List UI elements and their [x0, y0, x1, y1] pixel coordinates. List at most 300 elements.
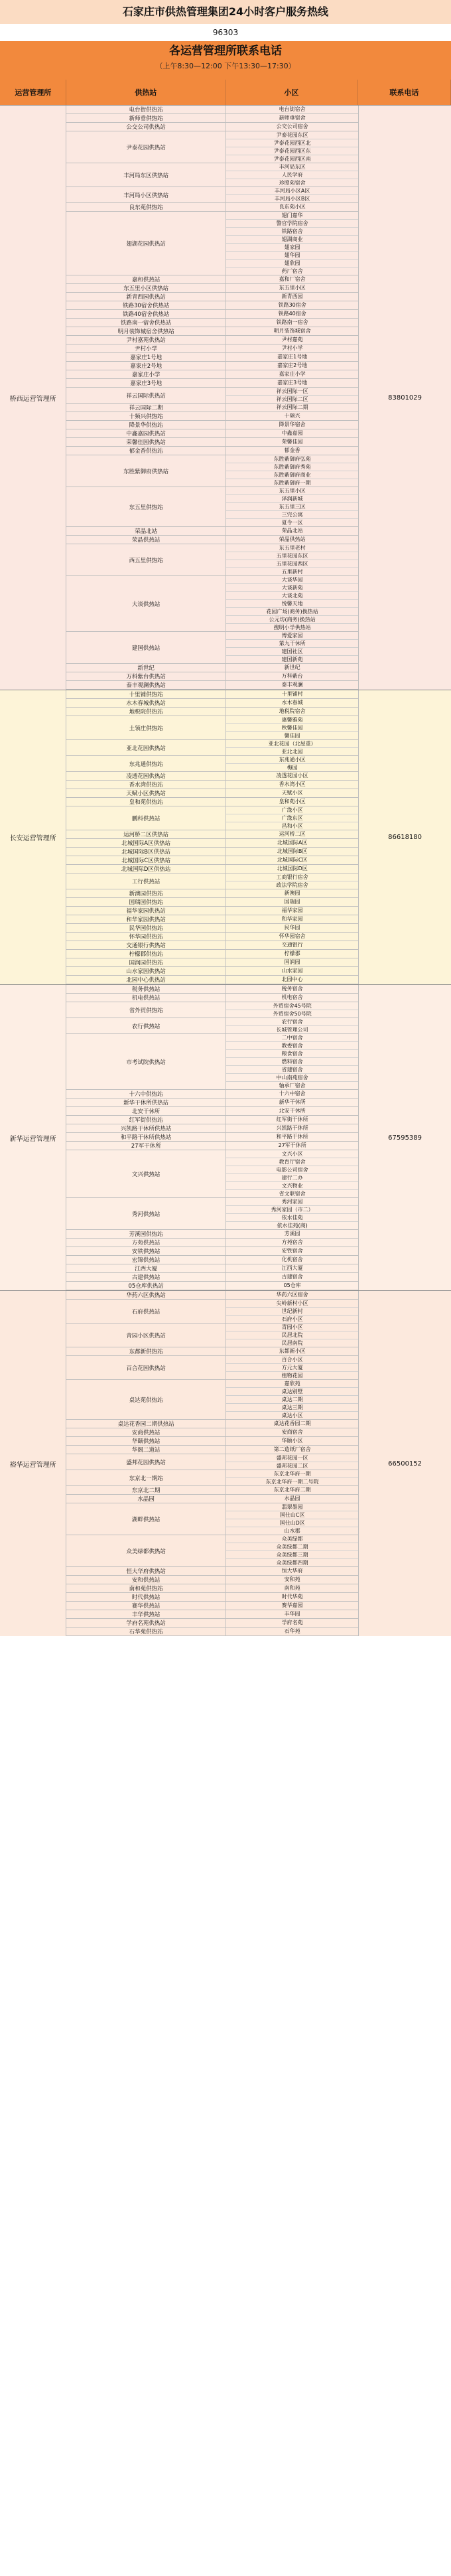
station-name: 土领庄供热站 — [66, 716, 226, 739]
station-name: 学府名苑供热站 — [66, 1619, 226, 1627]
station-name: 铁路30宿舍供热站 — [66, 301, 226, 309]
community-name: 柠檬郡 — [284, 950, 300, 956]
station-row — [66, 1256, 358, 1264]
community-name: 国仕山C区 — [226, 1511, 358, 1519]
community-name: 赛华嘉园 — [281, 1602, 303, 1608]
community-list — [226, 1090, 358, 1098]
community-list — [226, 319, 358, 327]
station-name: 降景华供热站 — [66, 421, 226, 429]
community-name: 机电宿舍 — [281, 994, 303, 1000]
community-name: 香水湾小区 — [279, 781, 306, 787]
community-name: 凌透花园小区 — [276, 773, 308, 779]
station-row — [66, 163, 358, 187]
station-name: 良东苑供热站 — [66, 203, 226, 211]
community-name: 丰河局小区B区 — [274, 196, 310, 202]
station-row — [66, 1446, 358, 1454]
community-name: 五里花园东区 — [226, 552, 358, 560]
community-list — [226, 898, 358, 906]
station-name: 机电供热站 — [66, 994, 226, 1002]
community-name: 桌达花香园二期 — [273, 1420, 311, 1426]
station-name: 湖畔供热站 — [66, 1503, 226, 1535]
community-name: 外贸宿舍50号院 — [273, 1011, 312, 1017]
station-row — [66, 275, 358, 284]
community-name: 时代华苑 — [281, 1594, 303, 1600]
community-name: 桌达二期 — [226, 1396, 358, 1404]
community-list — [226, 1610, 358, 1618]
station-row — [66, 950, 358, 958]
station-row — [66, 1247, 358, 1256]
community-list — [226, 421, 358, 429]
station-name: 石华苑供热站 — [66, 1628, 226, 1635]
community-list — [226, 672, 358, 680]
station-row — [66, 284, 358, 293]
community-name: 兴凯路干休所 — [276, 1125, 308, 1131]
community-list — [226, 1107, 358, 1115]
community-list — [226, 839, 358, 847]
community-list — [226, 293, 358, 301]
station-row — [66, 1034, 358, 1090]
station-row — [66, 907, 358, 915]
station-name: 荣馨佳园供热站 — [66, 438, 226, 446]
office-section — [0, 1290, 451, 1636]
community-name: 电台街宿舍 — [279, 106, 306, 112]
station-name: 明月装饰城宿舍供热站 — [66, 327, 226, 335]
community-name: 盛邦花园二区 — [276, 1463, 308, 1469]
community-name: 丰河局小区A区 — [226, 187, 358, 195]
station-name: 北城国际C区供热站 — [66, 856, 226, 864]
community-name: 东胜紫御府秀苑 — [226, 463, 358, 471]
station-row — [66, 1495, 358, 1503]
community-list — [226, 388, 358, 403]
community-name: 省建宿舍 — [226, 1066, 358, 1074]
station-row — [66, 404, 358, 412]
community-name: 山水家园 — [281, 968, 303, 974]
community-name: 嘉家庄1号地 — [277, 354, 308, 360]
community-name: 翅门嘉华 — [226, 212, 358, 220]
community-list — [226, 1034, 358, 1089]
station-name: 丰河局小区供热站 — [66, 187, 226, 202]
community-name: 尹村嘉苑 — [281, 337, 303, 342]
community-list — [226, 933, 358, 941]
community-name: 农行宿舍 — [226, 1018, 358, 1026]
community-list — [226, 527, 358, 535]
community-name: 运河桥二区 — [279, 831, 306, 837]
station-row — [66, 370, 358, 379]
community-list — [226, 781, 358, 789]
community-list — [226, 1380, 358, 1419]
community-name: 荣晶北站 — [281, 528, 303, 534]
station-name: 华药六区供热站 — [66, 1291, 226, 1299]
community-list — [226, 336, 358, 344]
station-row — [66, 716, 358, 740]
community-name: 植物花园 — [281, 1373, 303, 1379]
community-list — [226, 690, 358, 698]
station-row — [66, 856, 358, 865]
community-name: 外贸宿舍45号院 — [226, 1002, 358, 1010]
community-name: 新华干休所 — [279, 1099, 306, 1105]
station-name: 恒大华府供热站 — [66, 1567, 226, 1575]
community-name: 中山南苑宿舍 — [226, 1074, 358, 1082]
community-name: 安铁宿舍 — [281, 1248, 303, 1254]
station-name: 地税院供热站 — [66, 708, 226, 716]
community-name: 粮食宿舍 — [226, 1050, 358, 1058]
community-name: 东五里三区 — [226, 503, 358, 511]
station-name: 百合花园供热站 — [66, 1356, 226, 1379]
station-row — [66, 830, 358, 839]
office-name: 桥西运营管理所 — [0, 106, 66, 690]
station-row — [66, 708, 358, 716]
community-name: 建国社区 — [226, 648, 358, 656]
community-name: 翅湖商业 — [226, 236, 358, 244]
office-phone: 83801029 — [358, 106, 451, 690]
community-list — [226, 1142, 358, 1150]
station-name: 大谈供热站 — [66, 576, 226, 631]
station-row — [66, 1486, 358, 1495]
community-list — [226, 1454, 358, 1470]
community-name: 文兴物业 — [226, 1182, 358, 1190]
station-row — [66, 438, 358, 447]
station-row — [66, 1610, 358, 1619]
station-row — [66, 1428, 358, 1437]
station-row — [66, 310, 358, 319]
station-name: 北城国际A区供热站 — [66, 839, 226, 847]
station-row — [66, 1454, 358, 1470]
station-row — [66, 740, 358, 756]
station-row — [66, 429, 358, 438]
community-name: 皇和苑小区 — [279, 798, 306, 804]
station-name: 新青西园供热站 — [66, 293, 226, 301]
community-name: 省文联宿舍 — [279, 1191, 306, 1197]
station-row — [66, 1150, 358, 1198]
station-row — [66, 664, 358, 672]
community-list — [226, 123, 358, 131]
station-name: 桌达花香园二期供热站 — [66, 1420, 226, 1428]
community-name: 税务宿舍 — [281, 986, 303, 992]
community-name: 祥云国际一区 — [226, 388, 358, 396]
station-name: 尹泰花园供热站 — [66, 131, 226, 163]
community-list — [226, 1420, 358, 1428]
station-name: 嘉家庄小学 — [66, 370, 226, 378]
community-name: 尖岭新村小区 — [226, 1300, 358, 1308]
office-section — [0, 984, 451, 1290]
station-name: 祥云国际二期 — [66, 404, 226, 412]
contact-band — [0, 41, 451, 80]
community-name: 众美绿都二期 — [226, 1543, 358, 1551]
station-name: 盛邦花园供热站 — [66, 1454, 226, 1470]
community-name: 安商宿舍 — [281, 1429, 303, 1435]
station-name: 税务供热站 — [66, 985, 226, 993]
community-name: 东胜紫御府一期 — [273, 480, 311, 486]
station-row — [66, 1420, 358, 1428]
community-name: 夏令一区 — [281, 520, 303, 526]
community-name: 公交公司宿舍 — [276, 123, 308, 129]
station-row — [66, 1124, 358, 1133]
station-name: 祥云国际供热站 — [66, 388, 226, 403]
station-row — [66, 1347, 358, 1356]
community-list — [226, 1230, 358, 1238]
column-header-phone: 联系电话 — [358, 80, 451, 105]
station-name: 新华干休所供热站 — [66, 1099, 226, 1106]
community-name: 众美绿都 — [226, 1535, 358, 1543]
station-name: 北安干休所 — [66, 1107, 226, 1115]
community-name: 依水佳苑 — [226, 1214, 358, 1222]
station-name: 十里铺供热站 — [66, 690, 226, 698]
community-name: 新师垂宿舍 — [279, 115, 306, 121]
community-name: 化机宿舍 — [281, 1256, 303, 1262]
community-list — [226, 429, 358, 437]
station-row — [66, 772, 358, 781]
station-name: 石府供热站 — [66, 1300, 226, 1323]
station-name: 和平路干休所供热站 — [66, 1133, 226, 1141]
station-row — [66, 1584, 358, 1593]
station-row — [66, 212, 358, 275]
community-list — [226, 1273, 358, 1281]
community-list — [226, 301, 358, 309]
station-name: 东胜紫御府供热站 — [66, 455, 226, 487]
community-list — [226, 1264, 358, 1272]
station-name: 西五里供热站 — [66, 544, 226, 575]
station-row — [66, 941, 358, 950]
community-list — [226, 455, 358, 487]
community-name: 水晶园 — [284, 1495, 300, 1501]
station-row — [66, 353, 358, 362]
community-name: 梅园 — [287, 765, 298, 771]
community-name: 民居北院 — [226, 1331, 358, 1339]
station-row — [66, 527, 358, 536]
station-row — [66, 898, 358, 907]
station-list — [66, 690, 358, 984]
station-name: 国润园供热站 — [66, 958, 226, 966]
community-list — [226, 1602, 358, 1610]
community-list — [226, 114, 358, 122]
community-list — [226, 789, 358, 797]
community-name: 桌达别墅 — [226, 1388, 358, 1396]
station-row — [66, 873, 358, 889]
community-name: 新澳园 — [284, 890, 300, 896]
station-row — [66, 576, 358, 632]
community-name: 教育厅宿舍 — [226, 1158, 358, 1166]
community-list — [226, 1282, 358, 1290]
community-list — [226, 131, 358, 163]
station-row — [66, 1107, 358, 1116]
community-name: 尹泰花园西区南 — [273, 156, 311, 162]
station-name: 芳溪园供热站 — [66, 1230, 226, 1238]
community-list — [226, 699, 358, 707]
community-name: 轴承厂宿舍 — [279, 1083, 306, 1089]
column-header-row — [0, 80, 451, 105]
station-name: 农行供热站 — [66, 1018, 226, 1033]
station-row — [66, 958, 358, 967]
station-name: 尹村嘉苑供热站 — [66, 336, 226, 344]
community-name: 尹泰花园西区北 — [226, 139, 358, 147]
community-name: 良东苑小区 — [279, 204, 306, 210]
community-name: 警官学院宿舍 — [226, 220, 358, 228]
community-name: 国瑞园 — [284, 899, 300, 905]
community-list — [226, 708, 358, 716]
community-list — [226, 1356, 358, 1379]
station-name: 天赋小区供热站 — [66, 789, 226, 797]
community-name: 大谈北苑 — [226, 592, 358, 600]
station-row — [66, 915, 358, 924]
community-name: 十里铺村 — [281, 691, 303, 697]
station-name: 东京北二期 — [66, 1486, 226, 1494]
station-row — [66, 131, 358, 163]
community-name: 嘉家庄小学 — [279, 371, 306, 377]
community-name: 地税院宿舍 — [279, 708, 306, 714]
station-name: 新世纪 — [66, 664, 226, 672]
community-list — [226, 1503, 358, 1535]
station-name: 北园中心供热站 — [66, 976, 226, 984]
station-row — [66, 187, 358, 203]
office-section — [0, 105, 451, 690]
community-list — [226, 985, 358, 993]
station-name: 铁路40宿舍供热站 — [66, 310, 226, 318]
station-row — [66, 1282, 358, 1290]
community-name: 荣晶供热站 — [279, 536, 306, 542]
community-name: 安和苑 — [284, 1576, 300, 1582]
station-name: 嘉家庄2号地 — [66, 362, 226, 370]
community-list — [226, 487, 358, 526]
station-name: 宏锦供热站 — [66, 1256, 226, 1264]
station-row — [66, 1470, 358, 1486]
community-name: 亚北花园（北屋重） — [226, 740, 358, 748]
community-name: 国润园 — [284, 959, 300, 965]
community-name: 馨佳园 — [284, 733, 300, 739]
community-name: 盛邦花园一区 — [226, 1454, 358, 1462]
station-name: 古建供热站 — [66, 1273, 226, 1281]
community-name: 中鑫嘉园 — [281, 430, 303, 436]
community-list — [226, 1576, 358, 1584]
community-name: 祥云国际二期 — [276, 404, 308, 410]
station-name: 安铁供热站 — [66, 1247, 226, 1255]
community-name: 文兴小区 — [226, 1150, 358, 1158]
community-list — [226, 950, 358, 958]
community-list — [226, 438, 358, 446]
station-name: 福华家园供热站 — [66, 907, 226, 915]
station-row — [66, 1535, 358, 1567]
community-name: 泽润新城 — [226, 495, 358, 503]
community-list — [226, 798, 358, 806]
station-name: 皇和苑供热站 — [66, 798, 226, 806]
community-name: 福华家园 — [281, 907, 303, 913]
station-row — [66, 1273, 358, 1282]
community-name: 北城国际D区 — [277, 866, 308, 871]
community-list — [226, 544, 358, 575]
community-list — [226, 1347, 358, 1355]
community-list — [226, 1628, 358, 1635]
station-name: 北城国际D区供热站 — [66, 865, 226, 873]
station-name: 嘉家庄1号地 — [66, 353, 226, 361]
office-phone: 66500152 — [358, 1291, 451, 1636]
community-name: 郁金香 — [284, 447, 300, 453]
community-name: 北城国际A区 — [277, 840, 308, 846]
community-name: 建行二办 — [226, 1174, 358, 1182]
community-name: 众美绿都三期 — [226, 1551, 358, 1559]
community-name: 长城管理公司 — [276, 1027, 308, 1033]
community-name: 嘉家庄3号地 — [277, 380, 308, 386]
station-name: 嘉和供热站 — [66, 275, 226, 283]
station-row — [66, 789, 358, 798]
station-name: 铁路南一宿舍供热站 — [66, 319, 226, 327]
community-name: 铁路30宿舍 — [278, 302, 306, 308]
station-row — [66, 1576, 358, 1584]
community-list — [226, 740, 358, 755]
station-row — [66, 1239, 358, 1247]
community-list — [226, 1239, 358, 1247]
community-name: 东兆通小区 — [226, 756, 358, 764]
community-name: 广缘小区 — [226, 806, 358, 814]
community-list — [226, 1495, 358, 1503]
station-row — [66, 327, 358, 336]
community-name: 搜明小学供热站 — [273, 625, 311, 631]
station-name: 水木春城供热站 — [66, 699, 226, 707]
station-row — [66, 412, 358, 421]
community-list — [226, 284, 358, 292]
community-list — [226, 941, 358, 949]
community-name: 博爱家园 — [226, 632, 358, 640]
station-row — [66, 455, 358, 487]
community-name: 青园小区 — [226, 1324, 358, 1331]
community-list — [226, 772, 358, 780]
station-row — [66, 924, 358, 933]
station-name: 省外贸供热站 — [66, 1002, 226, 1018]
community-name: 三完公寓 — [226, 511, 358, 519]
office-section — [0, 690, 451, 984]
station-name: 亚北花园供热站 — [66, 740, 226, 755]
station-name: 东都新供热站 — [66, 1347, 226, 1355]
community-name: 翅欣园 — [226, 260, 358, 267]
station-row — [66, 421, 358, 429]
station-name: 华阁二道站 — [66, 1446, 226, 1454]
community-list — [226, 830, 358, 838]
station-name: 交通银行供热站 — [66, 941, 226, 949]
community-list — [226, 1150, 358, 1197]
community-name: 石华苑 — [284, 1628, 300, 1634]
community-list — [226, 907, 358, 915]
community-list — [226, 1247, 358, 1255]
community-list — [226, 1133, 358, 1141]
community-name: 第二造纸厂宿舍 — [273, 1446, 311, 1452]
community-list — [226, 865, 358, 873]
station-row — [66, 388, 358, 404]
community-name: 东五里小区 — [226, 487, 358, 495]
community-list — [226, 1256, 358, 1264]
station-row — [66, 1380, 358, 1420]
community-list — [226, 1428, 358, 1436]
community-list — [226, 924, 358, 932]
station-row — [66, 1133, 358, 1142]
station-row — [66, 985, 358, 994]
station-row — [66, 798, 358, 806]
station-row — [66, 344, 358, 353]
station-row — [66, 544, 358, 576]
community-name: 怀华园宿舍 — [279, 933, 306, 939]
station-row — [66, 123, 358, 131]
station-row — [66, 672, 358, 681]
community-list — [226, 716, 358, 739]
station-name: 荣晶北站 — [66, 527, 226, 535]
station-row — [66, 379, 358, 388]
community-list — [226, 958, 358, 966]
community-name: 世纪新村 — [226, 1308, 358, 1316]
station-row — [66, 865, 358, 873]
community-name: 十六中宿舍 — [279, 1091, 306, 1097]
station-row — [66, 1291, 358, 1300]
community-name: 新世纪 — [284, 664, 300, 670]
station-row — [66, 1002, 358, 1018]
station-row — [66, 806, 358, 830]
community-list — [226, 994, 358, 1002]
